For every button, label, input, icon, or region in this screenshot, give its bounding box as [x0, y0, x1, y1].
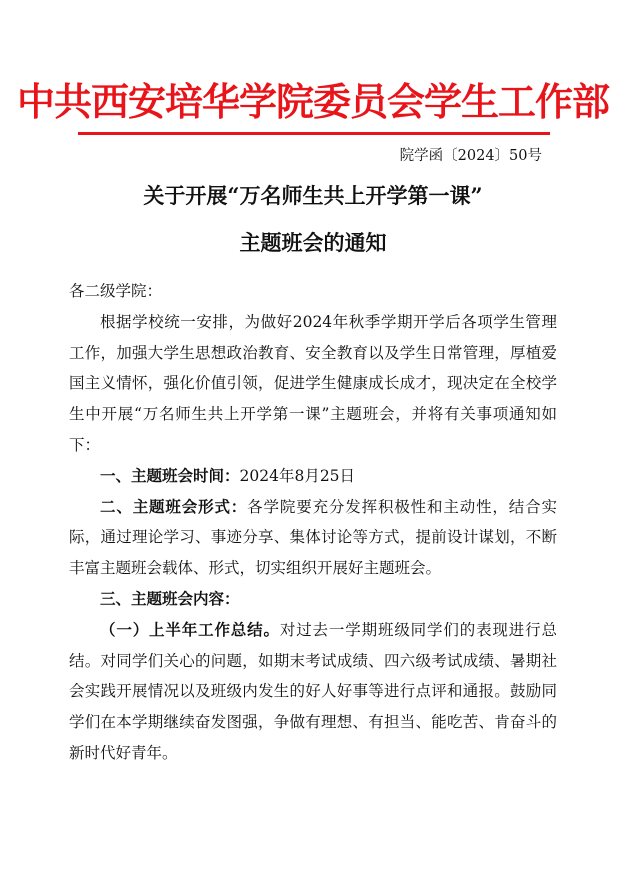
- section-2-paragraph: [69, 492, 557, 584]
- section-3-item-1-heading: （一）上半年工作总结。: [100, 619, 280, 639]
- section-2-heading: 二、主题班会形式：: [100, 496, 248, 516]
- section-3-paragraph: [69, 584, 557, 615]
- issuer-header-title: 中共西安培华学院委员会学生工作部: [16, 79, 609, 124]
- document-number: 院学函〔2024〕50号: [399, 148, 542, 164]
- section-3-item-1-paragraph: [69, 615, 557, 769]
- salutation: 各二级学院：: [69, 282, 163, 300]
- section-2-text: 各学院要充分发挥积极性和主动性，结合实际，通过理论学习、事迹分享、集体讨论等方式，提前设计谋划，不断丰富主题班会载体、形式，切实组织开展好主题班会。: [69, 497, 557, 578]
- document-body: [69, 276, 557, 769]
- document-title-line-1: 关于开展“万名师生共上开学第一课”: [143, 183, 483, 208]
- section-3-heading: 三、主题班会内容：: [100, 588, 240, 608]
- red-header-rule: [78, 132, 550, 135]
- document-title-line-2: 主题班会的通知: [239, 230, 387, 255]
- section-1-heading: 一、主题班会时间：: [100, 465, 240, 485]
- section-3-item-1-text: 对过去一学期班级同学们的表现进行总结。对同学们关心的问题，如期末考试成绩、四六级考试成绩、暑期社会实践开展情况以及班级内发生的好人好事等进行点评和通报。鼓励同学们在本学期继续奋发图强，争做有理想、有担当、能吃苦、肯奋斗的新时代好青年。: [69, 620, 557, 762]
- section-1-text: 2024年8月25日: [239, 466, 356, 485]
- intro-paragraph: 根据学校统一安排，为做好2024年秋季学期开学后各项学生管理工作，加强大学生思想政治教育、安全教育以及学生日常管理，厚植爱国主义情怀，强化价值引领，促进学生健康成长成才，现决定在全校学生中开展“万名师生共上开学第一课”主题班会，并将有关事项通知如下：: [69, 312, 557, 454]
- section-1-paragraph: [69, 461, 557, 492]
